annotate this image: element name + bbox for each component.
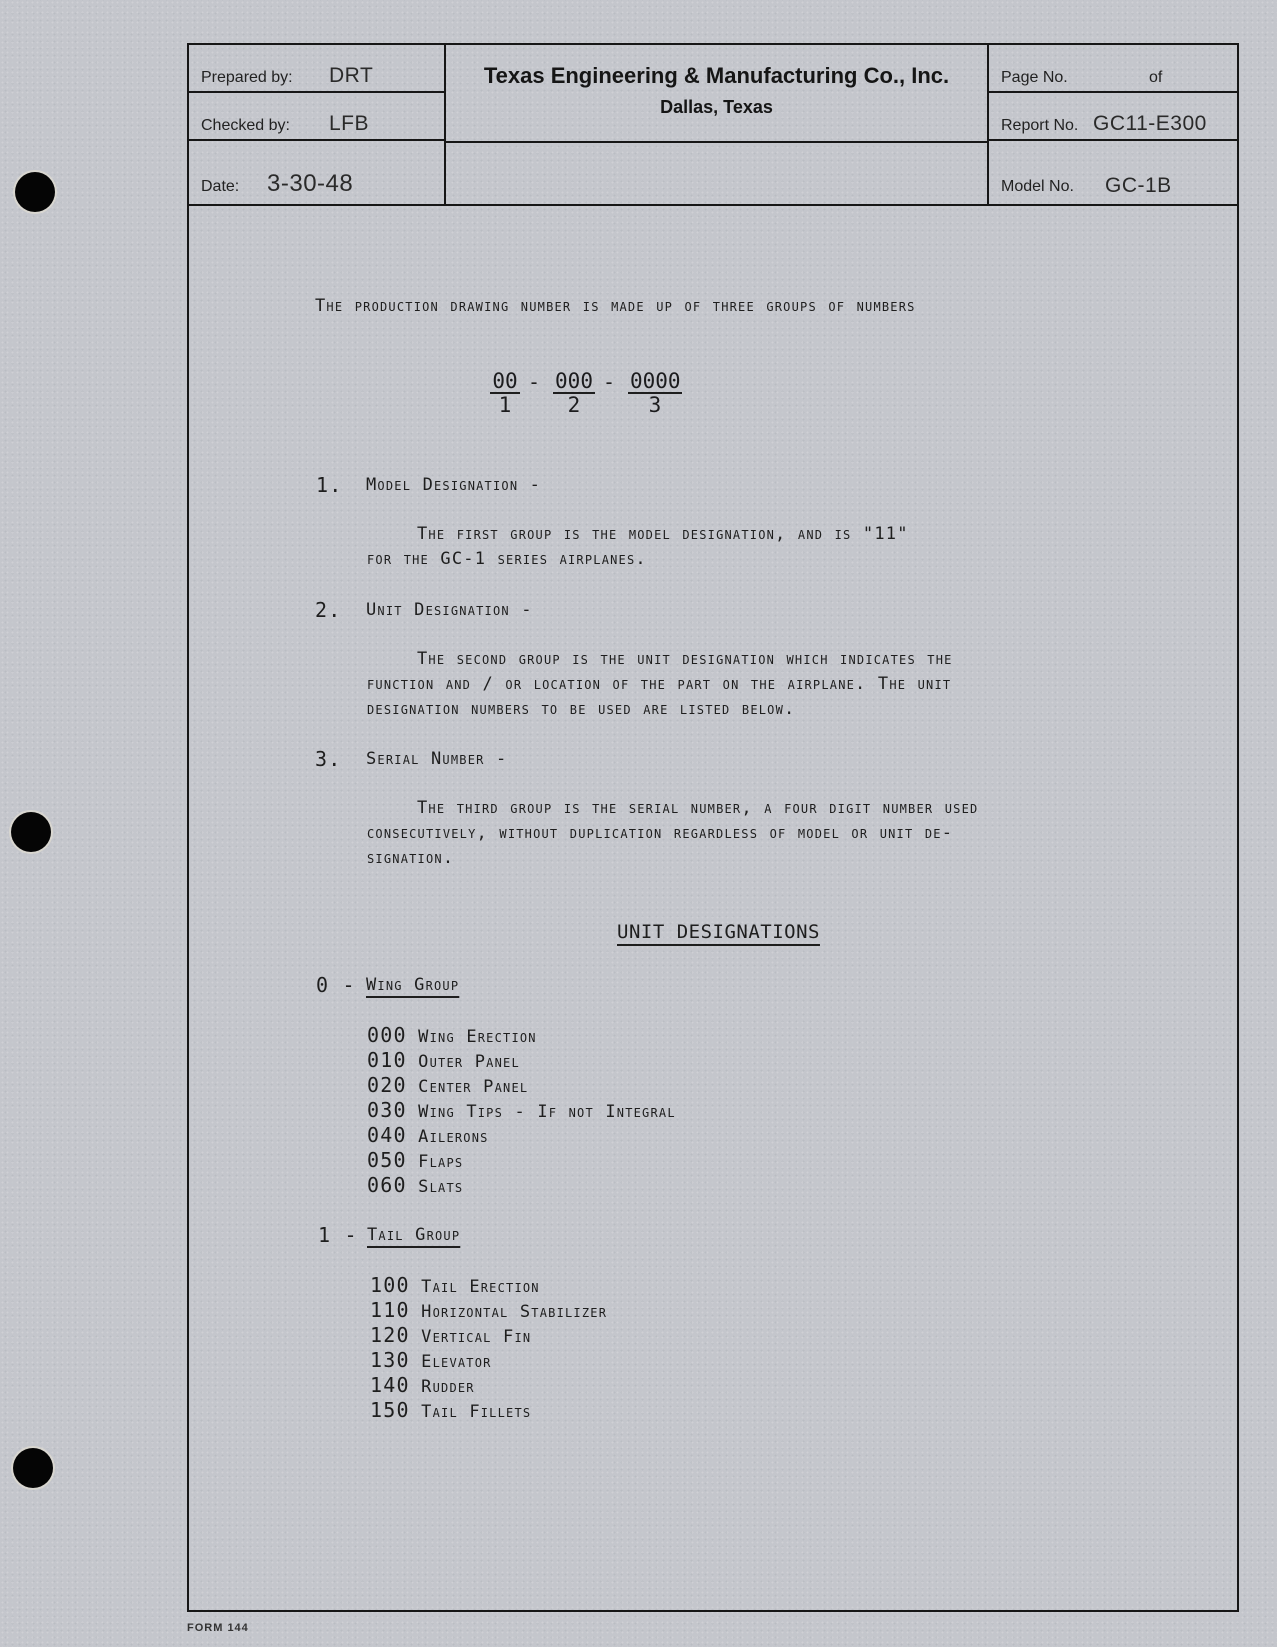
section-line: The second group is the unit designation which indicates the	[417, 649, 953, 669]
unit-item: 140 Rudder	[370, 1373, 475, 1397]
report-no-label: Report No.	[1001, 117, 1079, 134]
page-of-label: of	[1149, 69, 1163, 86]
section-line: designation numbers to be used are listed below.	[367, 699, 796, 719]
group-code: 1 -	[318, 1223, 358, 1247]
group-name: Tail Group	[367, 1225, 461, 1245]
section-number: 3.	[315, 747, 342, 771]
section-line: for the GC-1 series airplanes.	[367, 549, 647, 569]
date-label: Date:	[201, 178, 240, 195]
page-no-row	[989, 45, 1237, 93]
number-group-3: $\frac{0000}{3}$	[630, 369, 681, 417]
title-block	[189, 45, 1237, 206]
unit-item: 100 Tail Erection	[370, 1273, 540, 1297]
intro-text: The production drawing number is made up of three groups of numbers	[315, 296, 916, 316]
number-group-1: $\frac{00}{1}$	[490, 370, 520, 416]
model-no-row	[989, 141, 1237, 202]
page-no-label: Page No.	[1001, 69, 1068, 86]
group-code: 0 -	[316, 973, 356, 997]
section-number: 1.	[316, 473, 343, 497]
prepared-by-label: Prepared by:	[201, 69, 293, 86]
section-line: The first group is the model designation, and is "11"	[417, 524, 909, 544]
divider	[446, 141, 987, 143]
unit-item: 010 Outer Panel	[367, 1048, 520, 1072]
unit-item: 020 Center Panel	[367, 1073, 529, 1097]
prepared-by-row	[189, 45, 444, 93]
unit-item: 040 Ailerons	[367, 1123, 489, 1147]
unit-designations-heading: UNIT DESIGNATIONS	[617, 921, 820, 943]
company-city: Dallas, Texas	[660, 97, 773, 117]
report-no-value: GC11-E300	[1093, 112, 1207, 135]
binder-hole-top	[15, 172, 55, 212]
checked-by-row	[189, 93, 444, 141]
number-group-2: $\frac{000}{2}$	[553, 370, 595, 416]
date-value: 3-30-48	[267, 170, 354, 197]
separator: -	[603, 370, 617, 394]
title-block-left	[189, 45, 446, 204]
section-number: 2.	[315, 598, 342, 622]
unit-item: 050 Flaps	[367, 1148, 464, 1172]
form-number: FORM 144	[187, 1622, 249, 1634]
date-row	[189, 141, 444, 202]
model-no-value: GC-1B	[1105, 174, 1172, 197]
group-name: Wing Group	[366, 975, 460, 995]
binder-hole-bottom	[13, 1448, 53, 1488]
section-title: Unit Designation -	[366, 600, 533, 620]
unit-item: 000 Wing Erection	[367, 1023, 537, 1047]
unit-item: 110 Horizontal Stabilizer	[370, 1298, 608, 1322]
report-no-row	[989, 93, 1237, 141]
company-name: Texas Engineering & Manufacturing Co., Inc.	[483, 63, 950, 88]
section-title: Serial Number -	[366, 749, 508, 769]
section-line: signation.	[367, 848, 455, 868]
unit-item: 130 Elevator	[370, 1348, 492, 1372]
model-no-label: Model No.	[1001, 178, 1074, 195]
section-title: Model Designation -	[366, 475, 542, 495]
unit-item: 060 Slats	[367, 1173, 464, 1197]
prepared-by-value: DRT	[329, 64, 374, 87]
checked-by-value: LFB	[329, 112, 370, 135]
unit-item: 120 Vertical Fin	[370, 1323, 532, 1347]
section-line: The third group is the serial number, a four digit number used	[417, 798, 979, 818]
checked-by-label: Checked by:	[201, 117, 290, 134]
binder-hole-middle	[11, 812, 51, 852]
section-line: consecutively, without duplication regardless of model or unit de-	[367, 823, 954, 843]
title-block-right	[989, 45, 1237, 204]
unit-item: 150 Tail Fillets	[370, 1398, 532, 1422]
section-line: function and / or location of the part on the airplane. The unit	[367, 674, 952, 694]
separator: -	[528, 370, 542, 394]
title-block-company	[446, 45, 989, 204]
unit-item: 030 Wing Tips - If not Integral	[367, 1098, 676, 1122]
